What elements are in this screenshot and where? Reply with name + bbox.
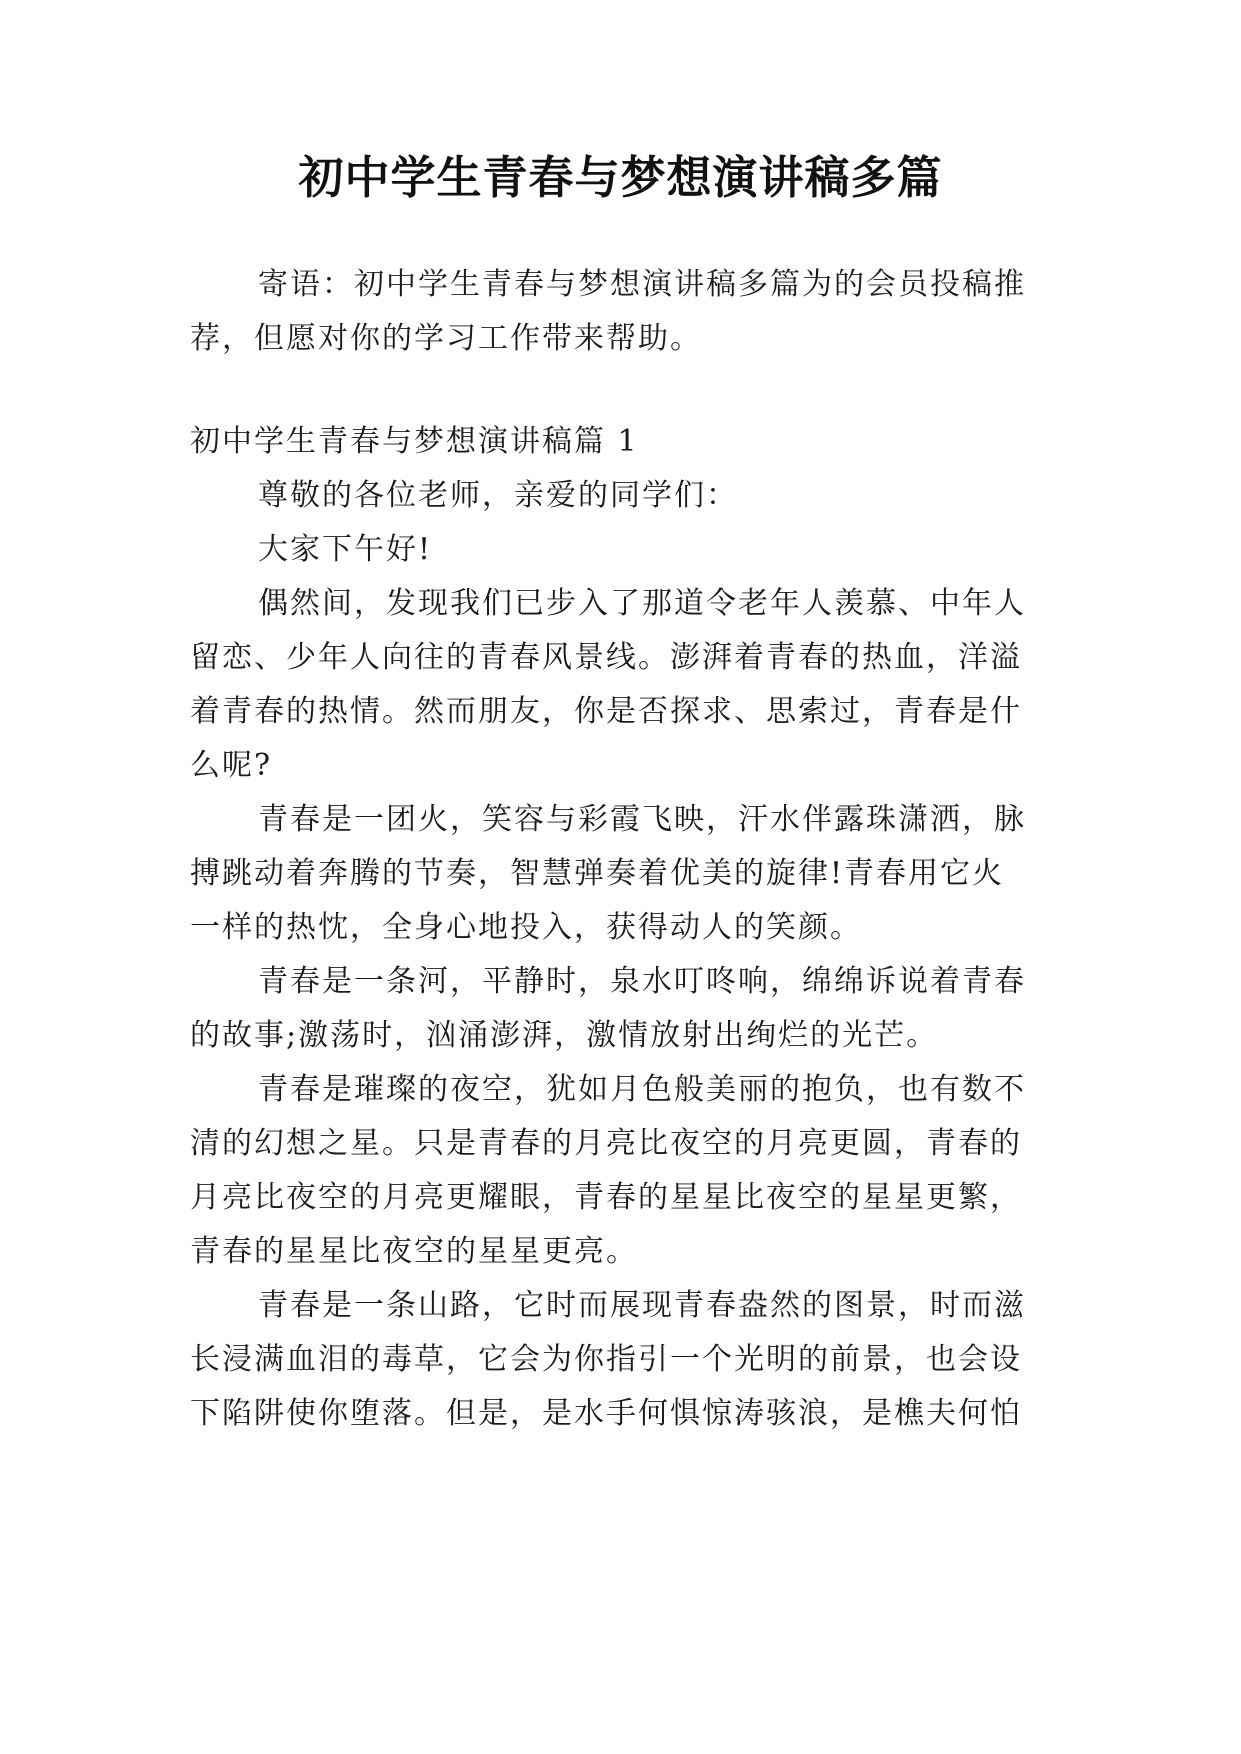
- intro-line: 寄语：初中学生青春与梦想演讲稿多篇为的会员投稿推: [258, 267, 1026, 302]
- document-title: 初中学生青春与梦想演讲稿多篇: [298, 151, 943, 204]
- paragraph-line: 青春是一条山路，它时而展现青春盎然的图景，时而滋: [258, 1288, 1026, 1323]
- paragraph-line: 一样的热忱，全身心地投入，获得动人的笑颜。: [190, 910, 862, 945]
- paragraph-line: 清的幻想之星。只是青春的月亮比夜空的月亮更圆，青春的: [190, 1126, 1022, 1161]
- intro-line: 荐，但愿对你的学习工作带来帮助。: [190, 321, 702, 356]
- paragraph-line: 留恋、少年人向往的青春风景线。澎湃着青春的热血，洋溢: [190, 640, 1022, 675]
- paragraph-line: 青春是一团火，笑容与彩霞飞映，汗水伴露珠潇洒，脉: [258, 802, 1026, 837]
- paragraph-line: 么呢?: [190, 748, 273, 783]
- paragraph-line: 长浸满血泪的毒草，它会为你指引一个光明的前景，也会设: [190, 1342, 1022, 1377]
- paragraph-line: 下陷阱使你堕落。但是，是水手何惧惊涛骇浪，是樵夫何怕: [190, 1396, 1022, 1431]
- paragraph-line: 月亮比夜空的月亮更耀眼，青春的星星比夜空的星星更繁，: [190, 1180, 1022, 1215]
- paragraph-line: 青春的星星比夜空的星星更亮。: [190, 1234, 638, 1269]
- section-heading: 初中学生青春与梦想演讲稿篇 1: [190, 424, 639, 459]
- paragraph-line: 的故事;激荡时，汹涌澎湃，激情放射出绚烂的光芒。: [190, 1018, 939, 1053]
- paragraph-line: 着青春的热情。然而朋友，你是否探求、思索过，青春是什: [190, 694, 1022, 729]
- paragraph-line: 青春是一条河，平静时，泉水叮咚响，绵绵诉说着青春: [258, 964, 1026, 999]
- paragraph-line: 青春是璀璨的夜空，犹如月色般美丽的抱负，也有数不: [258, 1072, 1026, 1107]
- paragraph-line: 偶然间，发现我们已步入了那道令老年人羡慕、中年人: [258, 586, 1026, 621]
- greeting-line: 大家下午好!: [258, 532, 433, 567]
- salutation-line: 尊敬的各位老师，亲爱的同学们：: [258, 478, 738, 513]
- paragraph-line: 搏跳动着奔腾的节奏，智慧弹奏着优美的旋律!青春用它火: [190, 856, 1005, 891]
